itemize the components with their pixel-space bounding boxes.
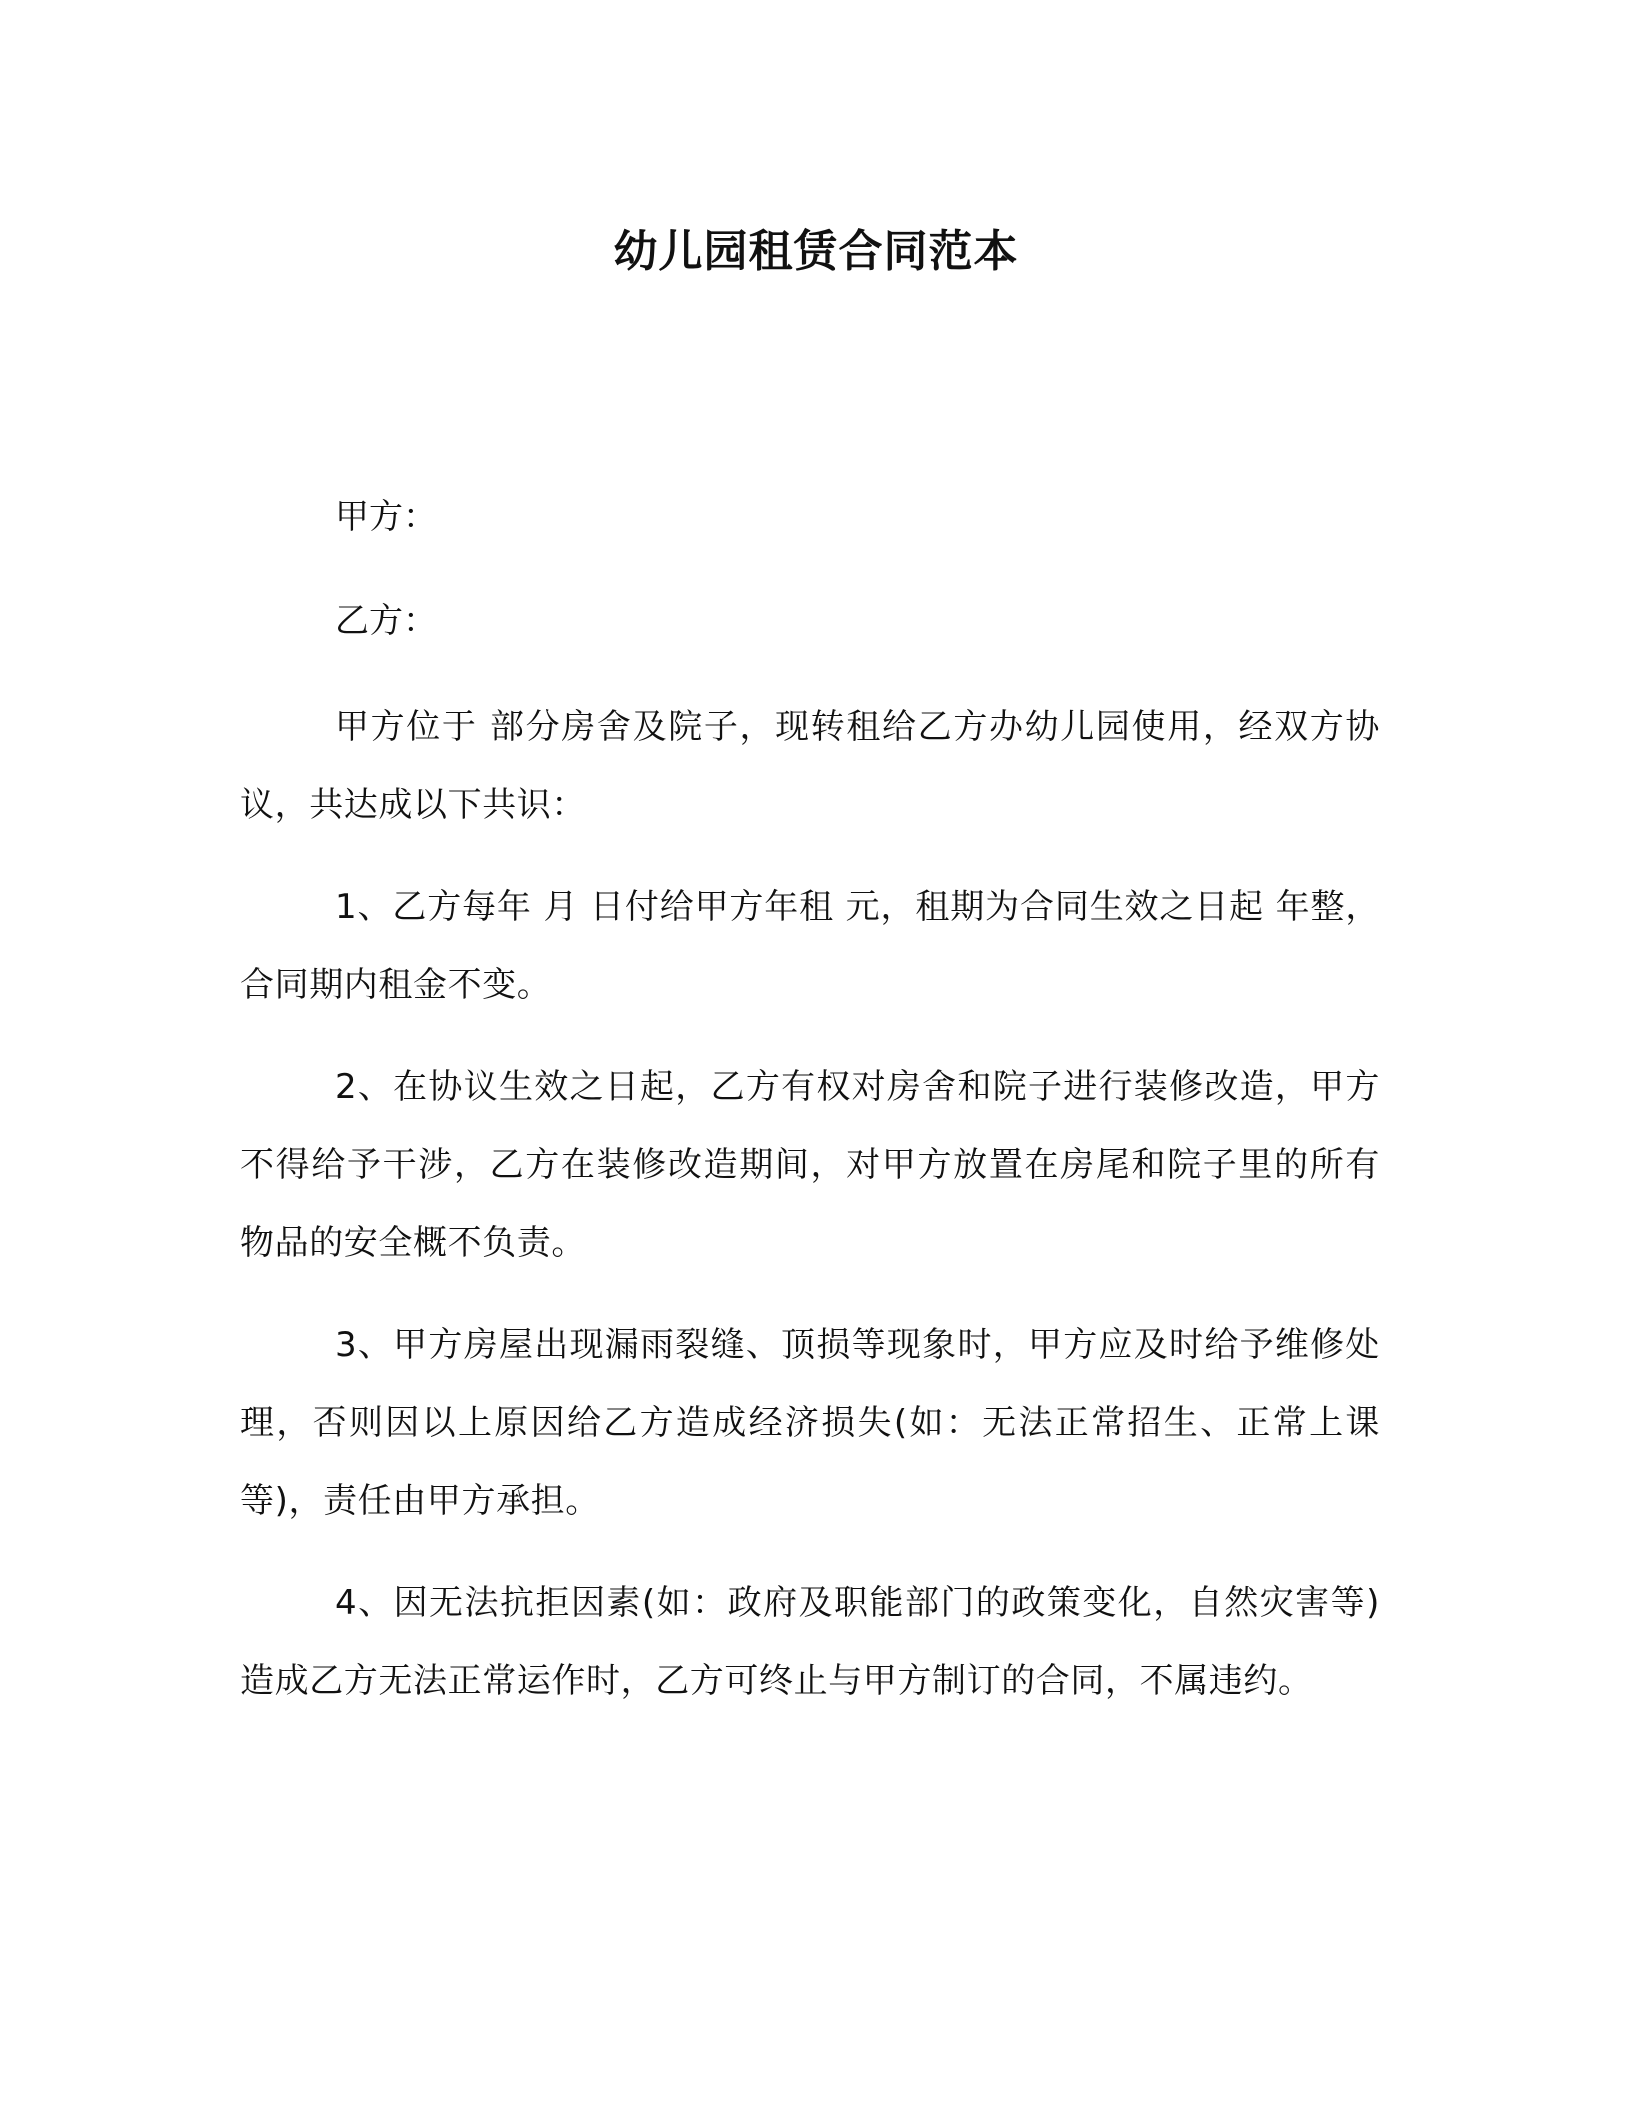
paragraph-clause-4: 4、因无法抗拒因素(如：政府及职能部门的政策变化，自然灾害等)造成乙方无法正常运作时，乙方可终止与甲方制订的合同，不属违约。 xyxy=(240,1583,1380,1701)
document-title: 幼儿园租赁合同范本 xyxy=(613,226,1019,277)
paragraph-clause-1: 1、乙方每年 月 日付给甲方年租 元，租期为合同生效之日起 年整，合同期内租金不变。 xyxy=(240,887,1380,1005)
paragraph-clause-2: 2、在协议生效之日起，乙方有权对房舍和院子进行装修改造，甲方不得给予干涉，乙方在装修改造期间，对甲方放置在房尾和院子里的所有物品的安全概不负责。 xyxy=(240,1067,1380,1263)
paragraph-clause-3: 3、甲方房屋出现漏雨裂缝、顶损等现象时，甲方应及时给予维修处理，否则因以上原因给乙方造成经济损失(如：无法正常招生、正常上课等)，责任由甲方承担。 xyxy=(240,1325,1380,1521)
party-b-label: 乙方： xyxy=(335,601,437,641)
party-a-label: 甲方： xyxy=(335,497,437,537)
paragraph-intro: 甲方位于 部分房舍及院子，现转租给乙方办幼儿园使用，经双方协议，共达成以下共识： xyxy=(240,707,1380,825)
